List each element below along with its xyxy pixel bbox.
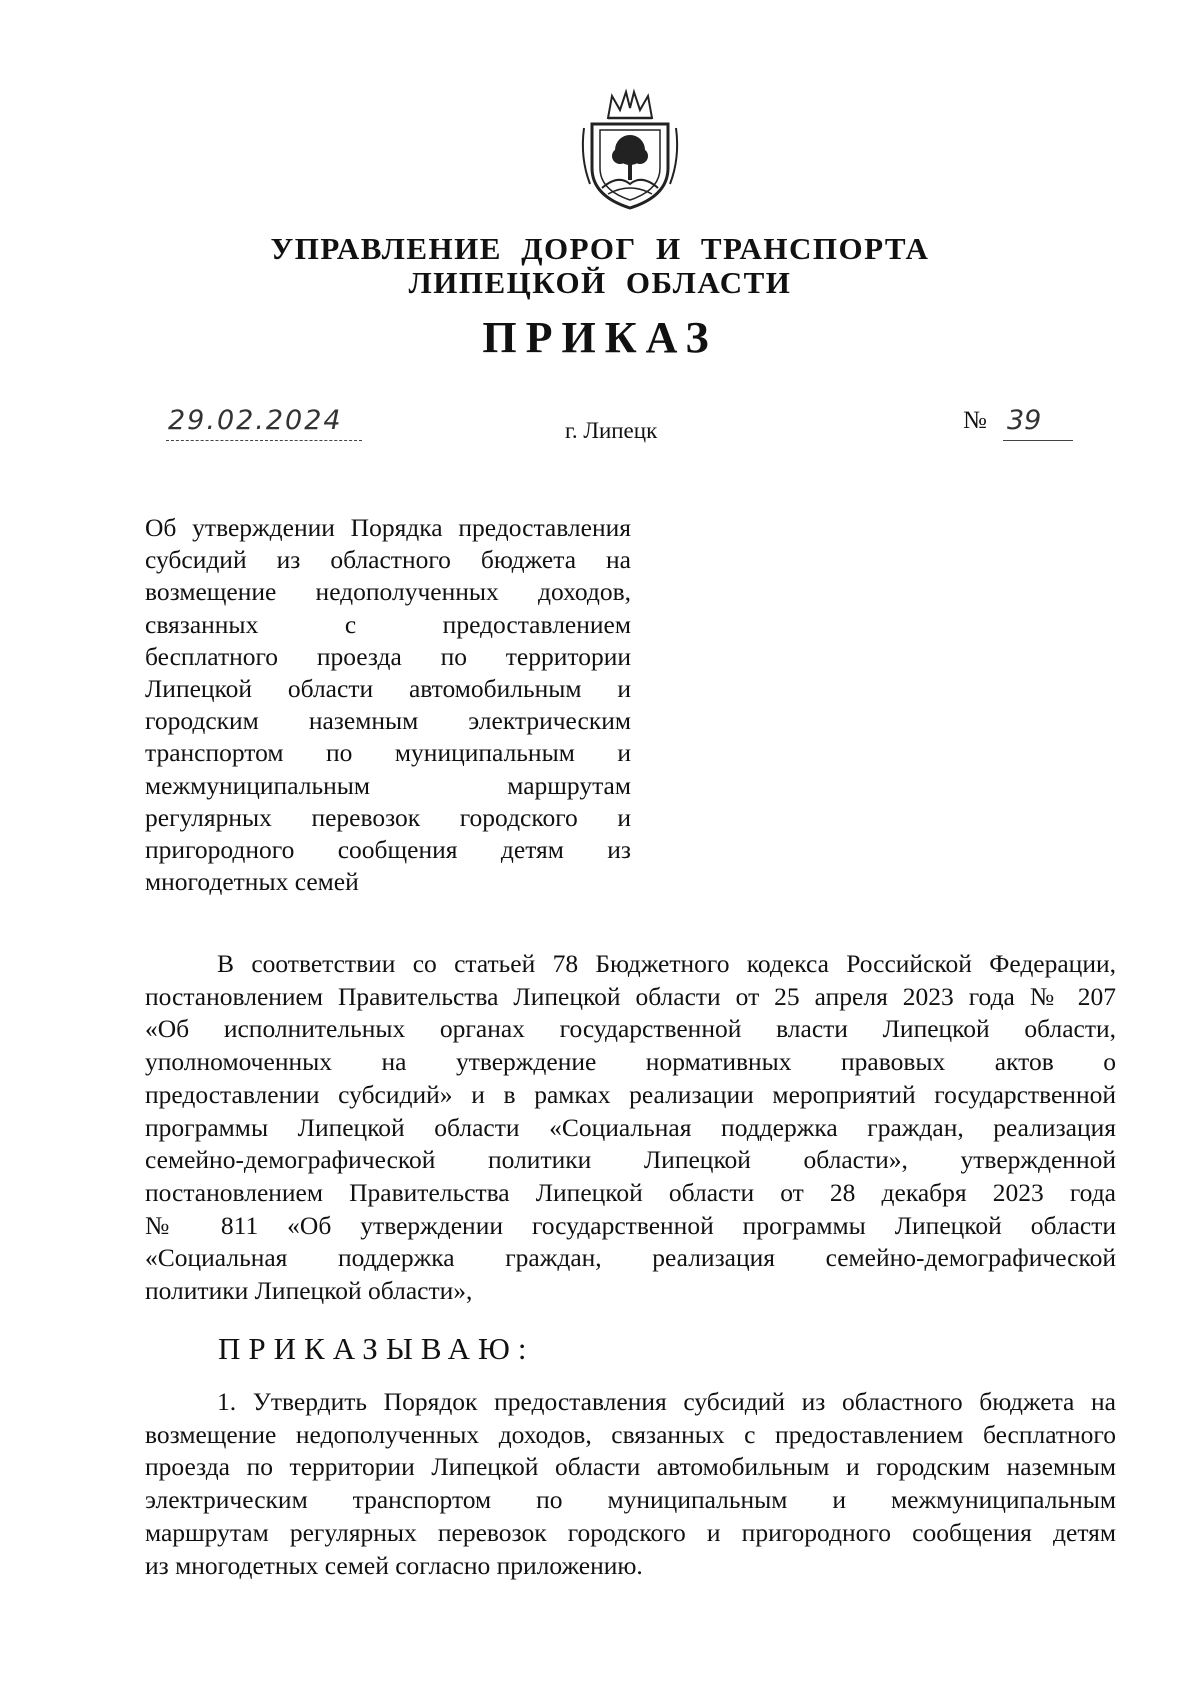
lipetsk-coat-of-arms-icon [578,88,682,212]
preamble-paragraph [145,948,1116,1308]
item-line: проезда по территории Липецкой области автомобильным и городским наземным [145,1452,1116,1482]
subject-line: связанных с предоставлением [145,609,631,639]
document-subject [145,512,631,898]
subject-line: межмуниципальным маршрутам [145,770,631,800]
document-type-title: ПРИКАЗ [482,313,718,362]
preamble-line: предоставлении субсидий» и в рамках реализации мероприятий государственной [145,1079,1116,1109]
subject-line: городским наземным электрическим [145,706,631,736]
subject-line: многодетных семей [145,867,359,897]
order-item-1 [145,1386,1116,1582]
organization-name-line1: УПРАВЛЕНИЕ ДОРОГ И ТРАНСПОРТА [270,231,930,266]
preamble-line: программы Липецкой области «Социальная поддержка граждан, реализация [145,1112,1116,1142]
preamble-line: политики Липецкой области», [145,1276,473,1306]
item-line: из многодетных семей согласно приложению. [145,1550,643,1580]
organization-name-line2: ЛИПЕЦКОЙ ОБЛАСТИ [408,265,792,300]
subject-line: Липецкой области автомобильным и [145,674,631,704]
preamble-line: В соответствии со статьей 78 Бюджетного кодекса Российской Федерации, [217,949,1116,978]
item-line: 1. Утвердить Порядок предоставления субсидий из областного бюджета на [217,1387,1116,1416]
preamble-line: семейно-демографической политики Липецкой области», утвержденной [145,1145,1116,1175]
number-underline [1003,440,1073,441]
subject-line: субсидий из областного бюджета на [145,545,631,575]
subject-line: регулярных перевозок городского и [145,802,631,832]
subject-line: бесплатного проезда по территории [145,641,631,671]
subject-line: Об утверждении Порядка предоставления [145,513,631,542]
item-line: электрическим транспортом по муниципальным и межмуниципальным [145,1485,1116,1515]
preamble-line: № 811 «Об утверждении государственной программы Липецкой области [145,1210,1116,1240]
subject-line: транспортом по муниципальным и [145,738,631,768]
document-number: 39 [1007,405,1042,436]
subject-line: пригородного сообщения детям из [145,835,631,865]
document-date: 29.02.2024 [168,405,343,436]
item-line: маршрутам регулярных перевозок городского и пригородного сообщения детям [145,1517,1116,1547]
number-sign: № [963,407,987,434]
preamble-line: «Социальная поддержка граждан, реализация семейно-демографической [145,1243,1116,1273]
preamble-line: уполномоченных на утверждение нормативных правовых актов о [145,1047,1116,1077]
subject-line: возмещение недополученных доходов, [145,577,631,607]
preamble-line: «Об исполнительных органах государственной власти Липецкой области, [145,1014,1116,1044]
preamble-line: постановлением Правительства Липецкой области от 28 декабря 2023 года [145,1177,1116,1207]
item-line: возмещение недополученных доходов, связанных с предоставлением бесплатного [145,1419,1116,1449]
preamble-line: постановлением Правительства Липецкой области от 25 апреля 2023 года № 207 [145,981,1116,1011]
order-directive-word: ПРИКАЗЫВАЮ: [218,1331,535,1366]
document-city: г. Липецк [565,418,658,443]
date-underline [166,440,362,441]
